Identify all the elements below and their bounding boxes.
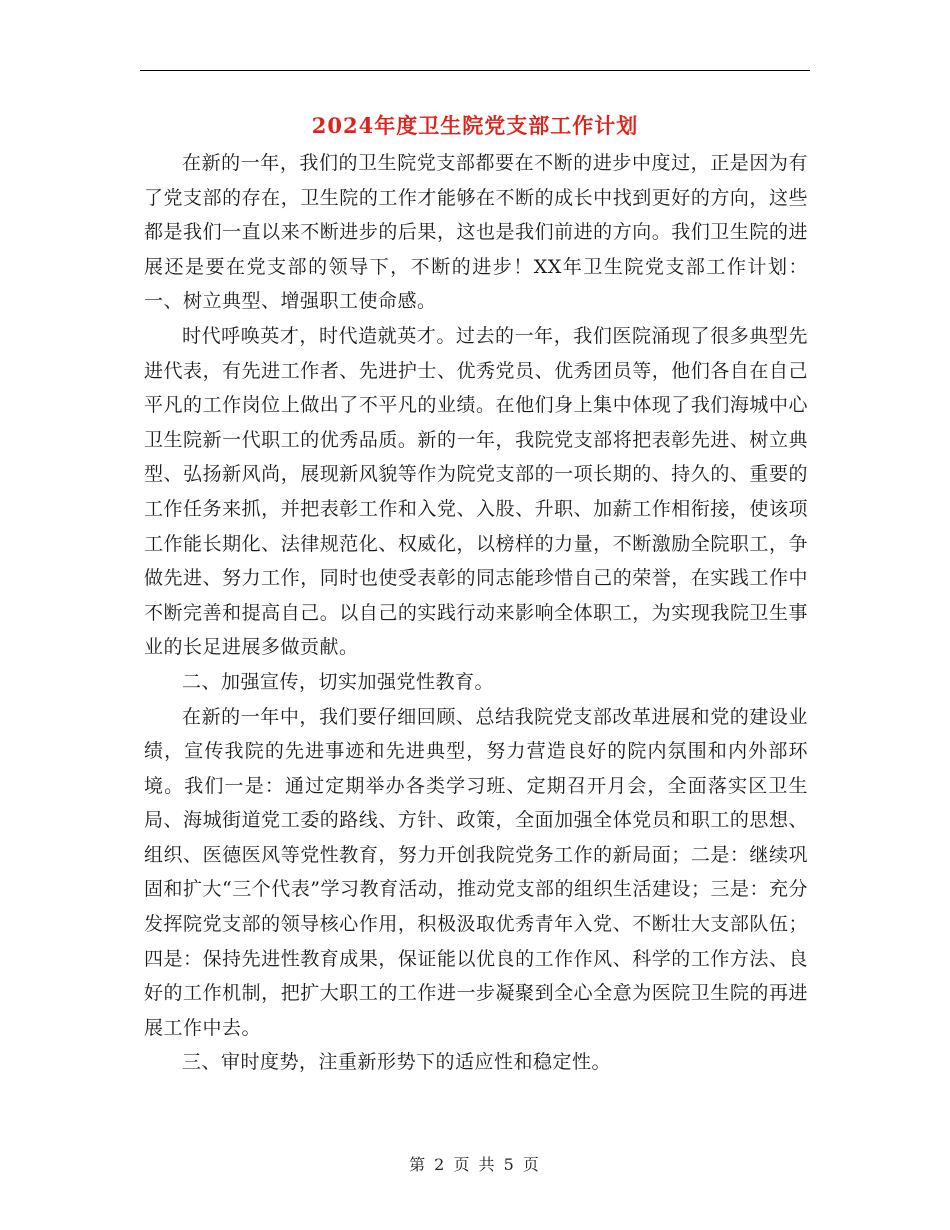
page-number-footer: 第 2 页 共 5 页 <box>409 1155 541 1174</box>
document-body <box>144 146 808 1080</box>
paragraph-section-2-body: 在新的一年中，我们要仔细回顾、总结我院党支部改革进展和党的建设业绩，宣传我院的先进事迹和先进典型，努力营造良好的院内氛围和内外部环境。我们一是：通过定期举办各类学习班、定期召开月会，全面落实区卫生局、海城街道党工委的路线、方针、政策，全面加强全体党员和职工的思想、组织、医德医风等党性教育，努力开创我院党务工作的新局面；二是：继续巩固和扩大“三个代表”学习教育活动，推动党支部的组织生活建设；三是：充分发挥院党支部的领导核心作用，积极汲取优秀青年入党、不断壮大支部队伍；四是：保持先进性教育成果，保证能以优良的工作作风、科学的工作方法、良好的工作机制，把扩大职工的工作进一步凝聚到全心全意为医院卫生院的再进展工作中去。 <box>144 705 808 1039</box>
document-title: 2024年度卫生院党支部工作计划 <box>311 113 639 138</box>
header-rule <box>140 70 810 71</box>
paragraph-intro: 在新的一年，我们的卫生院党支部都要在不断的进步中度过，正是因为有了党支部的存在，卫生院的工作才能够在不断的成长中找到更好的方向，这些都是我们一直以来不断进步的后果，这也是我们前进的方向。我们卫生院的进展还是要在党支部的领导下，不断的进步！XX年卫生院党支部工作计划： 一、树立典型、增强职工使命感。 <box>144 152 808 313</box>
paragraph-section-3-heading: 三、审时度势，注重新形势下的适应性和稳定性。 <box>182 1051 612 1074</box>
paragraph-section-2-heading: 二、加强宣传，切实加强党性教育。 <box>182 670 495 693</box>
paragraph-section-1-body: 时代呼唤英才，时代造就英才。过去的一年，我们医院涌现了很多典型先进代表，有先进工作者、先进护士、优秀党员、优秀团员等，他们各自在自己平凡的工作岗位上做出了不平凡的业绩。在他们身上集中体现了我们海城中心卫生院新一代职工的优秀品质。新的一年，我院党支部将把表彰先进、树立典型、弘扬新风尚，展现新风貌等作为院党支部的一项长期的、持久的、重要的工作任务来抓，并把表彰工作和入党、入股、升职、加薪工作相衔接，使该项工作能长期化、法律规范化、权威化，以榜样的力量，不断激励全院职工，争做先进、努力工作，同时也使受表彰的同志能珍惜自己的荣誉，在实践工作中不断完善和提高自己。以自己的实践行动来影响全体职工，为实现我院卫生事业的长足进展多做贡献。 <box>144 324 808 659</box>
